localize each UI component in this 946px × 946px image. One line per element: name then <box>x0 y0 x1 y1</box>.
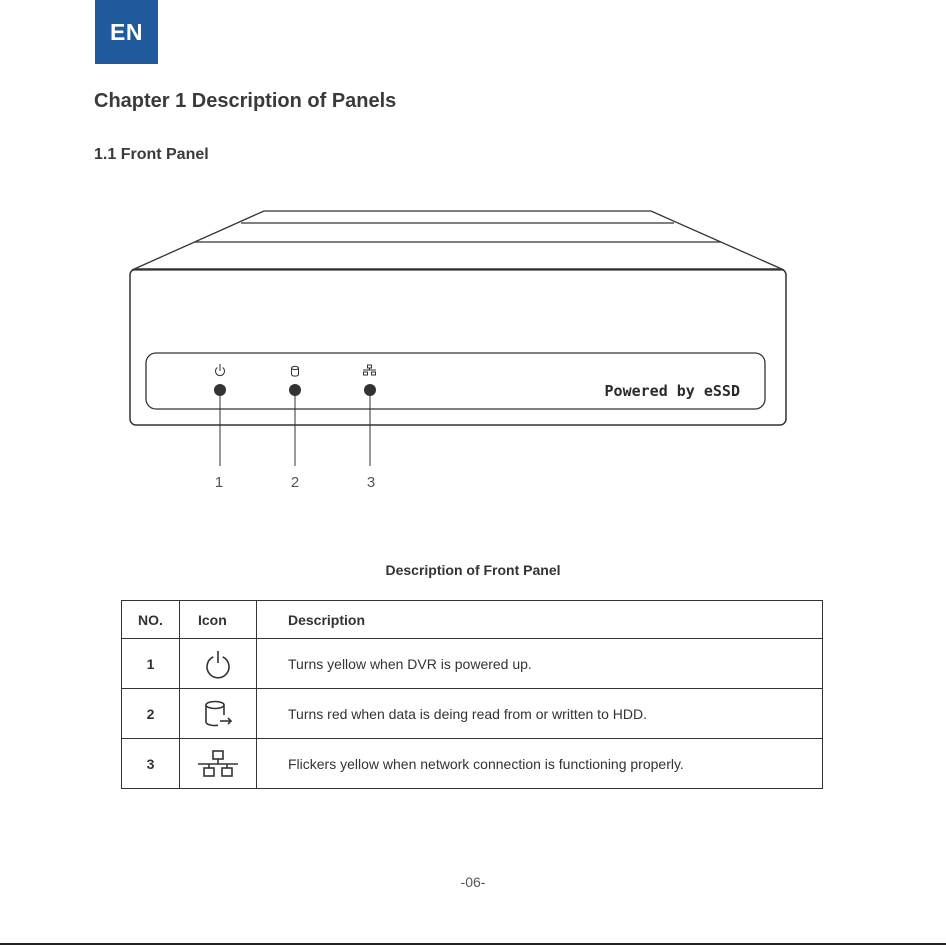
row-description: Turns red when data is deing read from or written to HDD. <box>257 689 823 739</box>
power-led <box>214 384 226 396</box>
device-front-face <box>130 269 786 425</box>
hdd-icon <box>201 698 235 730</box>
section-title: 1.1 Front Panel <box>94 146 209 163</box>
row-icon-cell <box>180 739 257 789</box>
network-led <box>364 384 376 396</box>
panel-network-icon <box>363 365 376 375</box>
language-badge: EN <box>95 0 158 64</box>
panel-power-icon <box>216 364 225 376</box>
row-no: 3 <box>122 739 180 789</box>
bottom-divider <box>0 943 946 945</box>
table-caption: Description of Front Panel <box>385 562 561 578</box>
power-icon <box>203 648 233 680</box>
row-description: Flickers yellow when network connection is functioning properly. <box>257 739 823 789</box>
device-top-bevel <box>132 211 784 270</box>
header-description: Description <box>257 601 823 639</box>
panel-hdd-icon <box>292 366 299 376</box>
chapter-title: Chapter 1 Description of Panels <box>94 90 397 112</box>
hdd-led <box>289 384 301 396</box>
row-icon-cell <box>180 639 257 689</box>
callout-2: 2 <box>290 474 300 491</box>
page-number: -06- <box>460 874 486 890</box>
indicator-panel <box>146 353 765 409</box>
row-no: 1 <box>122 639 180 689</box>
callout-1: 1 <box>214 474 224 491</box>
table-header-row <box>122 601 823 639</box>
front-panel-table <box>121 600 823 789</box>
table-row <box>122 689 823 739</box>
header-no: NO. <box>122 601 180 639</box>
row-no: 2 <box>122 689 180 739</box>
header-icon: Icon <box>180 601 257 639</box>
row-icon-cell <box>180 689 257 739</box>
network-icon <box>196 748 240 780</box>
callout-3: 3 <box>366 474 376 491</box>
brand-label: Powered by eSSD <box>604 382 740 400</box>
table-row <box>122 739 823 789</box>
callout-lines <box>220 396 370 466</box>
row-description: Turns yellow when DVR is powered up. <box>257 639 823 689</box>
table-row <box>122 639 823 689</box>
